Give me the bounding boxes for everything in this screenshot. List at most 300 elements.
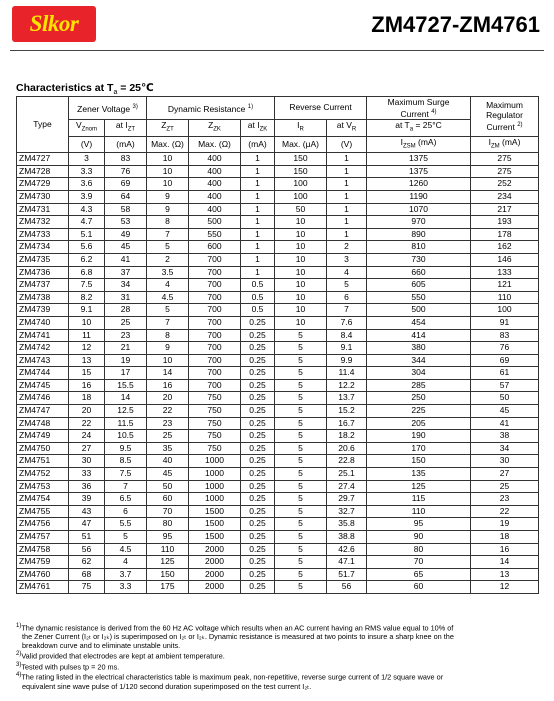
cell-vz: 13 (69, 354, 105, 367)
cell-izm: 25 (471, 480, 539, 493)
cell-ir: 5 (275, 455, 327, 468)
footnote-mark: 1) (16, 623, 22, 629)
cell-izt: 34 (105, 279, 147, 292)
cell-izk: 0.25 (241, 493, 275, 506)
cell-vz: 22 (69, 417, 105, 430)
cell-type: ZM4745 (17, 379, 69, 392)
cell-zzk: 400 (189, 153, 241, 166)
table-row (17, 543, 539, 556)
izt-header: at $I_{ZT}$ (105, 119, 147, 136)
footnote-text: Valid provided that electrodes are kept at ambient temperature. (21, 651, 225, 661)
cell-izt: 49 (105, 228, 147, 241)
cell-zzk: 2000 (189, 581, 241, 594)
cell-zzk: 700 (189, 329, 241, 342)
cell-vz: 39 (69, 493, 105, 506)
cell-zzt: 10 (147, 178, 189, 191)
cell-izsm: 344 (367, 354, 471, 367)
table-row (17, 178, 539, 191)
cell-vz: 47 (69, 518, 105, 531)
cell-izt: 37 (105, 266, 147, 279)
cell-zzk: 400 (189, 165, 241, 178)
table-row (17, 304, 539, 317)
footnote-continuation: the Zener Current (I₂ₜ or I₂ₖ) is superimposed on I₂ₜ or I₂ₖ. Dynamic resistance is measured at two points to insure a sharp knee on the (22, 632, 454, 642)
footnote-continuation: equivalent sine wave pulse of 1/120 second duration superimposed on the test current I₂ₜ. (22, 681, 312, 691)
cell-izm: 30 (471, 455, 539, 468)
cell-izsm: 205 (367, 417, 471, 430)
table-row (17, 216, 539, 229)
cell-izk: 1 (241, 241, 275, 254)
cell-izk: 0.5 (241, 279, 275, 292)
cell-izk: 0.25 (241, 316, 275, 329)
cell-vr: 1 (327, 228, 367, 241)
table-row (17, 342, 539, 355)
cell-zzk: 2000 (189, 543, 241, 556)
table-body (17, 153, 539, 594)
cell-ir: 5 (275, 518, 327, 531)
cell-izsm: 190 (367, 430, 471, 443)
cell-ir: 5 (275, 531, 327, 544)
cell-izk: 0.25 (241, 442, 275, 455)
cell-vr: 35.8 (327, 518, 367, 531)
cell-izt: 28 (105, 304, 147, 317)
cell-type: ZM4738 (17, 291, 69, 304)
cell-zzt: 7 (147, 228, 189, 241)
cell-type: ZM4757 (17, 531, 69, 544)
cell-zzt: 8 (147, 329, 189, 342)
cell-izsm: 500 (367, 304, 471, 317)
cell-ir: 5 (275, 417, 327, 430)
cell-zzk: 700 (189, 291, 241, 304)
footnote-mark: 3) (16, 661, 22, 668)
cell-ir: 5 (275, 430, 327, 443)
cell-zzk: 700 (189, 279, 241, 292)
cell-type: ZM4727 (17, 153, 69, 166)
cell-izk: 0.25 (241, 342, 275, 355)
footnote-mark: 2) (16, 651, 22, 658)
part-range-title: ZM4727-ZM4761 (371, 12, 540, 37)
cell-izsm: 225 (367, 405, 471, 418)
cell-ir: 5 (275, 568, 327, 581)
cell-type: ZM4747 (17, 405, 69, 418)
table-row (17, 228, 539, 241)
cell-izsm: 115 (367, 493, 471, 506)
cell-zzt: 5 (147, 304, 189, 317)
cell-izt: 64 (105, 190, 147, 203)
cell-type: ZM4751 (17, 455, 69, 468)
cell-izsm: 110 (367, 505, 471, 518)
cell-izm: 13 (471, 568, 539, 581)
table-row (17, 493, 539, 506)
footnote (16, 671, 538, 681)
cell-ir: 10 (275, 304, 327, 317)
cell-zzt: 22 (147, 405, 189, 418)
cell-izm: 12 (471, 581, 539, 594)
cell-izm: 34 (471, 442, 539, 455)
cell-vr: 20.6 (327, 442, 367, 455)
cell-izsm: 304 (367, 367, 471, 380)
cell-zzk: 700 (189, 367, 241, 380)
cell-vr: 9.1 (327, 342, 367, 355)
cell-zzt: 125 (147, 556, 189, 569)
cell-zzt: 50 (147, 480, 189, 493)
cell-ir: 5 (275, 480, 327, 493)
cell-izm: 146 (471, 253, 539, 266)
cell-izm: 76 (471, 342, 539, 355)
cell-vr: 1 (327, 190, 367, 203)
zener-voltage-header: Zener Voltage $^{3)}$ (69, 97, 147, 120)
cell-izt: 6 (105, 505, 147, 518)
cell-izm: 133 (471, 266, 539, 279)
cell-izm: 45 (471, 405, 539, 418)
cell-type: ZM4730 (17, 190, 69, 203)
reverse-current-header: Reverse Current (275, 97, 367, 120)
cell-izsm: 1070 (367, 203, 471, 216)
zzk-header: $Z_{ZK}$ (189, 119, 241, 136)
cell-izt: 58 (105, 203, 147, 216)
cell-zzt: 45 (147, 468, 189, 481)
cell-izk: 0.25 (241, 556, 275, 569)
cell-vr: 1 (327, 203, 367, 216)
cell-vr: 4 (327, 266, 367, 279)
vr-header: at $V_R$ (327, 119, 367, 136)
characteristics-heading: Characteristics at $T_a$ = 25℃ (16, 82, 154, 97)
vr-unit: (V) (327, 136, 367, 153)
cell-izm: 27 (471, 468, 539, 481)
cell-izk: 0.25 (241, 468, 275, 481)
cell-izsm: 1190 (367, 190, 471, 203)
cell-izsm: 95 (367, 518, 471, 531)
cell-ir: 10 (275, 279, 327, 292)
cell-izk: 0.25 (241, 354, 275, 367)
zzk-unit: Max. (Ω) (189, 136, 241, 153)
cell-izm: 91 (471, 316, 539, 329)
cell-izk: 0.25 (241, 531, 275, 544)
cell-type: ZM4746 (17, 392, 69, 405)
cell-type: ZM4758 (17, 543, 69, 556)
cell-izm: 23 (471, 493, 539, 506)
cell-izsm: 135 (367, 468, 471, 481)
cell-ir: 5 (275, 442, 327, 455)
cell-izt: 53 (105, 216, 147, 229)
footnotes (16, 622, 538, 691)
cell-zzk: 750 (189, 442, 241, 455)
surge-condition-header: at $T_a = 25^\circ C$ (367, 119, 471, 136)
cell-vz: 3.3 (69, 165, 105, 178)
cell-ir: 150 (275, 153, 327, 166)
cell-ir: 10 (275, 216, 327, 229)
cell-type: ZM4744 (17, 367, 69, 380)
cell-vz: 15 (69, 367, 105, 380)
cell-vz: 75 (69, 581, 105, 594)
group-header-row (17, 97, 539, 120)
cell-izt: 69 (105, 178, 147, 191)
cell-type: ZM4756 (17, 518, 69, 531)
cell-ir: 5 (275, 354, 327, 367)
cell-vr: 18.2 (327, 430, 367, 443)
cell-ir: 5 (275, 379, 327, 392)
table-row (17, 279, 539, 292)
cell-ir: 5 (275, 342, 327, 355)
table-row (17, 442, 539, 455)
table-row (17, 354, 539, 367)
table-row (17, 165, 539, 178)
cell-zzt: 80 (147, 518, 189, 531)
cell-izt: 3.3 (105, 581, 147, 594)
cell-vz: 51 (69, 531, 105, 544)
cell-vz: 62 (69, 556, 105, 569)
cell-vr: 16.7 (327, 417, 367, 430)
cell-vz: 3.6 (69, 178, 105, 191)
cell-izsm: 810 (367, 241, 471, 254)
cell-vz: 24 (69, 430, 105, 443)
cell-izm: 217 (471, 203, 539, 216)
cell-izt: 14 (105, 392, 147, 405)
cell-izt: 4 (105, 556, 147, 569)
cell-izk: 0.25 (241, 568, 275, 581)
cell-vz: 20 (69, 405, 105, 418)
cell-zzt: 10 (147, 354, 189, 367)
table-row (17, 505, 539, 518)
brand-logo (12, 6, 96, 42)
cell-type: ZM4750 (17, 442, 69, 455)
cell-izk: 0.25 (241, 379, 275, 392)
cell-izsm: 414 (367, 329, 471, 342)
cell-izk: 0.5 (241, 304, 275, 317)
cell-izk: 0.25 (241, 417, 275, 430)
footnote-text: The rating listed in the electrical characteristics table is maximum peak, non-repetitive, reverse surge current of 1/2 square wave or (21, 672, 444, 682)
cell-izsm: 605 (367, 279, 471, 292)
cell-zzt: 10 (147, 153, 189, 166)
cell-vr: 7 (327, 304, 367, 317)
cell-izt: 23 (105, 329, 147, 342)
vznom-header: $V_{Znom}$ (69, 119, 105, 136)
cell-zzk: 2000 (189, 568, 241, 581)
cell-izk: 0.25 (241, 392, 275, 405)
logo-text: Slkor (29, 11, 79, 36)
regulator-unit: $I_{ZM}$ (mA) (471, 136, 539, 153)
cell-vr: 22.8 (327, 455, 367, 468)
footnote (16, 650, 538, 660)
cell-izk: 0.25 (241, 455, 275, 468)
cell-izsm: 970 (367, 216, 471, 229)
cell-izt: 41 (105, 253, 147, 266)
cell-type: ZM4741 (17, 329, 69, 342)
cell-zzk: 1500 (189, 505, 241, 518)
cell-zzk: 600 (189, 241, 241, 254)
cell-vr: 1 (327, 178, 367, 191)
cell-vz: 3.9 (69, 190, 105, 203)
cell-izk: 0.25 (241, 430, 275, 443)
cell-izt: 3.7 (105, 568, 147, 581)
cell-vr: 12.2 (327, 379, 367, 392)
cell-type: ZM4743 (17, 354, 69, 367)
cell-izt: 5 (105, 531, 147, 544)
cell-zzk: 1500 (189, 518, 241, 531)
zzt-unit: Max. (Ω) (147, 136, 189, 153)
cell-izsm: 454 (367, 316, 471, 329)
cell-zzk: 1500 (189, 531, 241, 544)
cell-izm: 162 (471, 241, 539, 254)
cell-izk: 1 (241, 178, 275, 191)
cell-izt: 11.5 (105, 417, 147, 430)
cell-zzt: 40 (147, 455, 189, 468)
izt-unit: (mA) (105, 136, 147, 153)
cell-ir: 5 (275, 367, 327, 380)
cell-zzk: 700 (189, 253, 241, 266)
cell-zzk: 750 (189, 392, 241, 405)
cell-zzk: 400 (189, 178, 241, 191)
cell-zzk: 1000 (189, 493, 241, 506)
cell-izsm: 60 (367, 581, 471, 594)
cell-izt: 10.5 (105, 430, 147, 443)
cell-zzt: 5 (147, 241, 189, 254)
cell-type: ZM4755 (17, 505, 69, 518)
cell-vr: 27.4 (327, 480, 367, 493)
table-row (17, 430, 539, 443)
cell-izsm: 890 (367, 228, 471, 241)
cell-izt: 7 (105, 480, 147, 493)
cell-izm: 252 (471, 178, 539, 191)
table-row (17, 266, 539, 279)
cell-ir: 5 (275, 581, 327, 594)
cell-izt: 6.5 (105, 493, 147, 506)
cell-zzk: 750 (189, 417, 241, 430)
cell-ir: 50 (275, 203, 327, 216)
cell-zzk: 500 (189, 216, 241, 229)
cell-vz: 5.6 (69, 241, 105, 254)
cell-izt: 17 (105, 367, 147, 380)
cell-izm: 234 (471, 190, 539, 203)
cell-vz: 9.1 (69, 304, 105, 317)
cell-izsm: 250 (367, 392, 471, 405)
surge-unit: $I_{ZSM}$ (mA) (367, 136, 471, 153)
cell-zzk: 2000 (189, 556, 241, 569)
cell-izt: 76 (105, 165, 147, 178)
cell-zzk: 700 (189, 266, 241, 279)
cell-izsm: 125 (367, 480, 471, 493)
cell-vz: 56 (69, 543, 105, 556)
table-row (17, 455, 539, 468)
cell-vr: 1 (327, 216, 367, 229)
table-row (17, 379, 539, 392)
sub-header-row (17, 119, 539, 136)
cell-type: ZM4739 (17, 304, 69, 317)
table-row (17, 316, 539, 329)
table-row (17, 480, 539, 493)
cell-izm: 38 (471, 430, 539, 443)
cell-ir: 5 (275, 329, 327, 342)
cell-vz: 27 (69, 442, 105, 455)
cell-vz: 4.3 (69, 203, 105, 216)
cell-zzt: 150 (147, 568, 189, 581)
cell-izsm: 1260 (367, 178, 471, 191)
cell-zzt: 60 (147, 493, 189, 506)
cell-zzk: 700 (189, 379, 241, 392)
footnote-text: Tested with pulses tp = 20 ms. (21, 662, 120, 672)
cell-vz: 36 (69, 480, 105, 493)
cell-izm: 193 (471, 216, 539, 229)
table-row (17, 190, 539, 203)
cell-type: ZM4728 (17, 165, 69, 178)
cell-ir: 10 (275, 291, 327, 304)
cell-zzt: 9 (147, 190, 189, 203)
cell-zzt: 110 (147, 543, 189, 556)
cell-ir: 5 (275, 392, 327, 405)
cell-izt: 25 (105, 316, 147, 329)
cell-zzt: 9 (147, 342, 189, 355)
cell-zzt: 14 (147, 367, 189, 380)
cell-izsm: 70 (367, 556, 471, 569)
cell-zzt: 16 (147, 379, 189, 392)
cell-ir: 100 (275, 190, 327, 203)
cell-izk: 1 (241, 228, 275, 241)
cell-vz: 7.5 (69, 279, 105, 292)
cell-zzt: 7 (147, 316, 189, 329)
cell-zzk: 700 (189, 354, 241, 367)
cell-type: ZM4737 (17, 279, 69, 292)
cell-izm: 178 (471, 228, 539, 241)
cell-izt: 4.5 (105, 543, 147, 556)
cell-ir: 10 (275, 228, 327, 241)
cell-type: ZM4759 (17, 556, 69, 569)
cell-vr: 11.4 (327, 367, 367, 380)
cell-ir: 5 (275, 405, 327, 418)
cell-izm: 18 (471, 531, 539, 544)
cell-izk: 1 (241, 216, 275, 229)
table-row (17, 392, 539, 405)
cell-izm: 110 (471, 291, 539, 304)
cell-zzk: 400 (189, 190, 241, 203)
cell-izk: 1 (241, 153, 275, 166)
table-row (17, 568, 539, 581)
cell-vz: 6.8 (69, 266, 105, 279)
cell-izk: 1 (241, 165, 275, 178)
cell-izsm: 65 (367, 568, 471, 581)
cell-vz: 12 (69, 342, 105, 355)
cell-vr: 8.4 (327, 329, 367, 342)
izk-header: at $I_{ZK}$ (241, 119, 275, 136)
dynamic-resistance-header: Dynamic Resistance $^{1)}$ (147, 97, 275, 120)
cell-izsm: 660 (367, 266, 471, 279)
cell-type: ZM4761 (17, 581, 69, 594)
cell-vz: 30 (69, 455, 105, 468)
cell-zzt: 2 (147, 253, 189, 266)
table-row (17, 203, 539, 216)
cell-izsm: 380 (367, 342, 471, 355)
cell-zzk: 750 (189, 405, 241, 418)
cell-izt: 83 (105, 153, 147, 166)
cell-vz: 8.2 (69, 291, 105, 304)
cell-izt: 15.5 (105, 379, 147, 392)
cell-ir: 10 (275, 266, 327, 279)
cell-vr: 42.6 (327, 543, 367, 556)
regulator-current-header: Maximum Regulator Current $^{2)}$ (471, 97, 539, 137)
type-header: Type (17, 97, 69, 153)
cell-vr: 1 (327, 165, 367, 178)
cell-ir: 10 (275, 241, 327, 254)
cell-type: ZM4754 (17, 493, 69, 506)
characteristics-table (16, 96, 539, 594)
cell-izm: 61 (471, 367, 539, 380)
cell-izsm: 170 (367, 442, 471, 455)
cell-izm: 275 (471, 153, 539, 166)
cell-izt: 7.5 (105, 468, 147, 481)
table-row (17, 531, 539, 544)
cell-ir: 10 (275, 253, 327, 266)
cell-ir: 100 (275, 178, 327, 191)
cell-izm: 121 (471, 279, 539, 292)
vznom-unit: (V) (69, 136, 105, 153)
